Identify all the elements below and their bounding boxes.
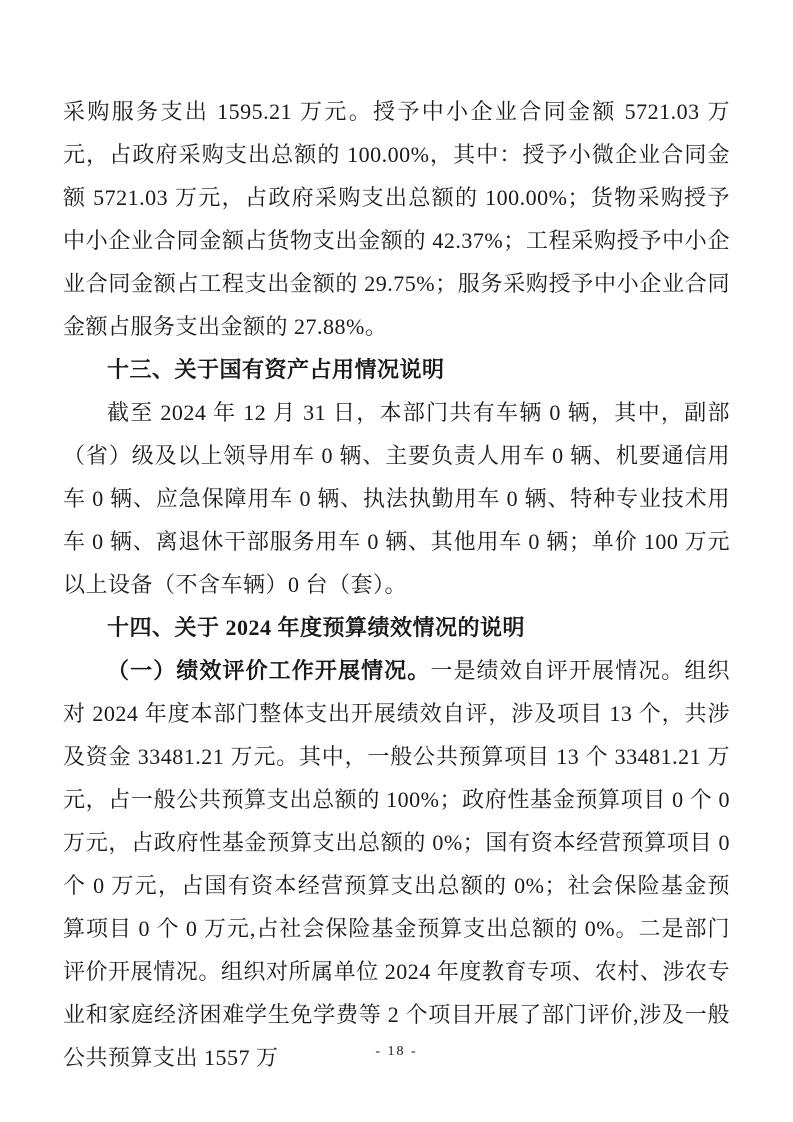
performance-paragraph-body: 一是绩效自评开展情况。组织对 2024 年度本部门整体支出开展绩效自评，涉及项目 13 个，共涉及资金 33481.21 万元。其中，一般公共预算项目 13 个 33481.21 万元，占一般公共预算支出总额的 100%；政府性基金预算项目 0 个 0 万元，占政府性基金预算支出总额的 0%；国有资本经营预算项目 0 个 0 万元，占国有资本经营预算支出总额的 0%；社会保险基金预算项目 0 个 0 万元,占社会保险基金预算支出总额的 0%。二是部门评价开展情况。组织对所属单位 2024 年度教育专项、农村、涉农专业和家庭经济困难学生免学费等 2 个项目开展了部门评价,涉及一般公共预算支出 1557 万 (63, 658, 731, 1070)
heading-section-13-state-assets: 十三、关于国有资产占用情况说明 (107, 357, 445, 382)
heading-section-14-budget-performance: 十四、关于 2024 年度预算绩效情况的说明 (107, 615, 526, 640)
paragraph-state-assets-vehicles: 截至 2024 年 12 月 31 日，本部门共有车辆 0 辆，其中，副部（省）级及以上领导用车 0 辆、主要负责人用车 0 辆、机要通信用车 0 辆、应急保障用车 0 辆、执法执勤用车 0 辆、特种专业技术用车 0 辆、离退休干部服务用车 0 辆、其他用车 0 辆；单价 100 万元以上设备（不含车辆）0 台（套）。 (63, 400, 730, 597)
performance-paragraph-lead: （一）绩效评价工作开展情况。 (107, 658, 431, 683)
paragraph-performance-evaluation (63, 649, 730, 1079)
paragraph-government-procurement: 采购服务支出 1595.21 万元。授予中小企业合同金额 5721.03 万元，占政府采购支出总额的 100.00%，其中：授予小微企业合同金额 5721.03 万元，占政府采购支出总额的 100.00%；货物采购授予中小企业合同金额占货物支出金额的 42.37%；工程采购授予中小企业合同金额占工程支出金额的 29.75%；服务采购授予中小企业合同金额占服务支出金额的 27.88%。 (63, 99, 730, 339)
page-number: - 18 - (375, 1044, 418, 1059)
